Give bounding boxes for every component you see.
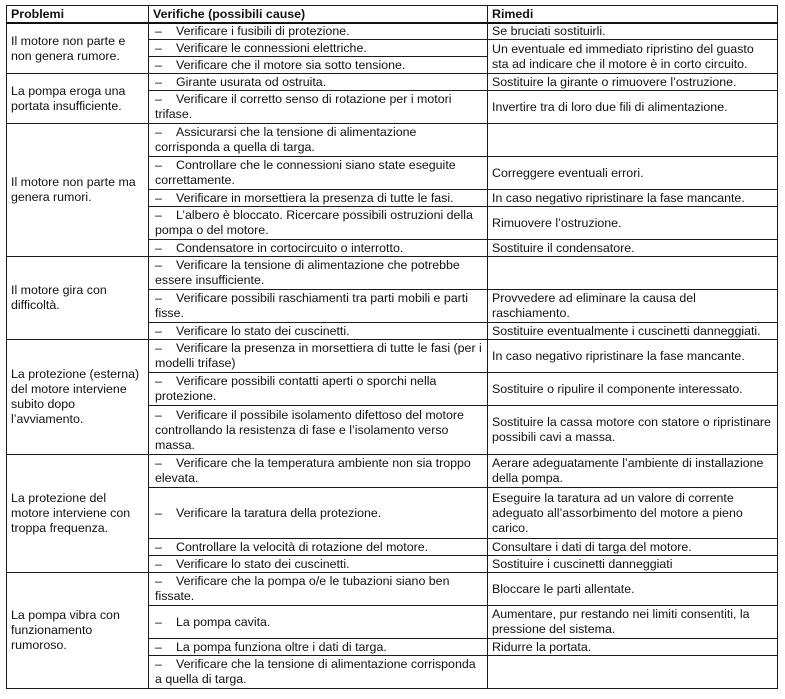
check-cell bbox=[149, 639, 488, 656]
check-text: Condensatore in cortocircuito o interrotto. bbox=[176, 240, 404, 255]
table-row bbox=[7, 455, 778, 488]
check-text: La pompa cavita. bbox=[176, 614, 271, 629]
check-text: Verificare che la pompa o/e le tubazioni siano ben fissate. bbox=[155, 574, 450, 603]
dash-marker: – bbox=[155, 158, 162, 172]
check-text: Verificare che la temperatura ambiente non sia troppo elevata. bbox=[155, 456, 471, 485]
check-cell bbox=[149, 290, 488, 323]
check-cell bbox=[149, 74, 488, 91]
check-cell bbox=[149, 573, 488, 606]
problem-cell: Il motore non parte ma genera rumori. bbox=[7, 124, 149, 257]
dash-marker: – bbox=[155, 92, 162, 106]
dash-marker: – bbox=[155, 291, 162, 305]
check-text: L’albero è bloccato. Ricercare possibili ostruzioni della pompa o del motore. bbox=[155, 208, 473, 237]
remedy-cell: Bloccare le parti allentate. bbox=[488, 573, 778, 606]
check-text: Verificare lo stato dei cuscinetti. bbox=[176, 556, 350, 571]
check-cell bbox=[149, 455, 488, 488]
problem-cell: La pompa vibra con funzionamento rumoroso. bbox=[7, 573, 149, 689]
header-problemi: Problemi bbox=[7, 6, 149, 24]
remedy-cell: Sostituire la cassa motore con statore o ripristinare possibili cavi a massa. bbox=[488, 406, 778, 455]
check-text: Verificare il corretto senso di rotazione per i motori trifase. bbox=[155, 92, 452, 121]
dash-marker: – bbox=[155, 639, 162, 654]
check-cell bbox=[149, 539, 488, 556]
table-row bbox=[7, 257, 778, 290]
remedy-cell: Sostituire i cuscinetti danneggiati bbox=[488, 556, 778, 573]
check-cell bbox=[149, 124, 488, 157]
remedy-cell: Eseguire la taratura ad un valore di corrente adeguato all’assorbimento del motore a pieno carico. bbox=[488, 488, 778, 539]
table-body bbox=[7, 23, 778, 689]
dash-marker: – bbox=[155, 24, 162, 38]
check-text: La pompa funziona oltre i dati di targa. bbox=[176, 639, 387, 654]
check-text: Verificare che la tensione di alimentazione corrisponda a quella di targa. bbox=[155, 657, 476, 686]
remedy-cell: Aumentare, pur restando nei limiti consentiti, la pressione del sistema. bbox=[488, 606, 778, 639]
check-cell bbox=[149, 157, 488, 190]
remedy-cell bbox=[488, 124, 778, 157]
table-row bbox=[7, 124, 778, 157]
check-cell bbox=[149, 257, 488, 290]
problem-cell: Il motore gira con difficoltà. bbox=[7, 257, 149, 340]
check-text: Verificare il possibile isolamento difettoso del motore controllando la resistenza di fase e l’isolamento verso massa. bbox=[155, 407, 464, 452]
check-cell bbox=[149, 606, 488, 639]
check-cell bbox=[149, 40, 488, 57]
dash-marker: – bbox=[155, 407, 162, 422]
check-text: Verificare i fusibili di protezione. bbox=[176, 24, 350, 38]
dash-marker: – bbox=[155, 456, 162, 470]
check-cell bbox=[149, 323, 488, 340]
dash-marker: – bbox=[155, 74, 162, 89]
check-cell bbox=[149, 406, 488, 455]
check-cell bbox=[149, 488, 488, 539]
remedy-cell: Rimuovere l’ostruzione. bbox=[488, 207, 778, 240]
check-cell bbox=[149, 556, 488, 573]
remedy-cell: Correggere eventuali errori. bbox=[488, 157, 778, 190]
check-text: Verificare possibili raschiamenti tra parti mobili e parti fisse. bbox=[155, 291, 468, 320]
remedy-cell: Aerare adeguatamente l’ambiente di installazione della pompa. bbox=[488, 455, 778, 488]
check-text: Verificare che il motore sia sotto tensione. bbox=[176, 57, 406, 72]
dash-marker: – bbox=[155, 614, 162, 629]
remedy-cell: Provvedere ad eliminare la causa del raschiamento. bbox=[488, 290, 778, 323]
dash-marker: – bbox=[155, 574, 162, 588]
dash-marker: – bbox=[155, 40, 162, 55]
dash-marker: – bbox=[155, 190, 162, 205]
check-cell bbox=[149, 91, 488, 124]
table-header bbox=[7, 6, 778, 24]
dash-marker: – bbox=[155, 539, 162, 554]
troubleshooting-table-container bbox=[6, 5, 777, 689]
dash-marker: – bbox=[155, 556, 162, 571]
dash-marker: – bbox=[155, 208, 162, 222]
header-row bbox=[7, 6, 778, 24]
troubleshooting-table bbox=[6, 5, 778, 689]
remedy-cell: Invertire tra di loro due fili di alimentazione. bbox=[488, 91, 778, 124]
problem-cell: Il motore non parte e non genera rumore. bbox=[7, 23, 149, 74]
dash-marker: – bbox=[155, 374, 162, 388]
dash-marker: – bbox=[155, 657, 162, 671]
check-cell bbox=[149, 656, 488, 689]
table-row bbox=[7, 74, 778, 91]
check-text: Verificare lo stato dei cuscinetti. bbox=[176, 323, 350, 338]
problem-cell: La pompa eroga una portata insufficiente. bbox=[7, 74, 149, 124]
dash-marker: – bbox=[155, 240, 162, 255]
dash-marker: – bbox=[155, 57, 162, 72]
remedy-cell: Sostituire il condensatore. bbox=[488, 240, 778, 257]
check-text: Girante usurata od ostruita. bbox=[176, 74, 327, 89]
check-text: Verificare la taratura della protezione. bbox=[176, 505, 382, 520]
remedy-cell: Sostituire o ripulire il componente interessato. bbox=[488, 373, 778, 406]
dash-marker: – bbox=[155, 125, 162, 139]
problem-cell: La protezione (esterna) del motore interviene subito dopo l’avviamento. bbox=[7, 340, 149, 455]
check-text: Verificare le connessioni elettriche. bbox=[176, 40, 367, 55]
problem-cell: La protezione del motore interviene con troppa frequenza. bbox=[7, 455, 149, 573]
dash-marker: – bbox=[155, 323, 162, 338]
header-verifiche: Verifiche (possibili cause) bbox=[149, 6, 488, 24]
check-text: Controllare la velocità di rotazione del motore. bbox=[176, 539, 429, 554]
check-text: Verificare la tensione di alimentazione che potrebbe essere insufficiente. bbox=[155, 258, 460, 287]
check-text: Verificare in morsettiera la presenza di tutte le fasi. bbox=[176, 190, 454, 205]
check-cell bbox=[149, 373, 488, 406]
check-text: Verificare possibili contatti aperti o sporchi nella protezione. bbox=[155, 374, 437, 403]
dash-marker: – bbox=[155, 341, 162, 355]
check-cell bbox=[149, 57, 488, 74]
table-row bbox=[7, 573, 778, 606]
remedy-cell: Ridurre la portata. bbox=[488, 639, 778, 656]
dash-marker: – bbox=[155, 258, 162, 272]
check-cell bbox=[149, 240, 488, 257]
check-text: Verificare la presenza in morsettiera di tutte le fasi (per i modelli trifase) bbox=[155, 341, 482, 370]
remedy-cell: Se bruciati sostituirli. bbox=[488, 23, 778, 40]
check-text: Controllare che le connessioni siano state eseguite correttamente. bbox=[155, 158, 456, 187]
remedy-cell: Un eventuale ed immediato ripristino del guasto sta ad indicare che il motore è in corto circuito. bbox=[488, 40, 778, 74]
header-rimedi: Rimedi bbox=[488, 6, 778, 24]
remedy-cell: Consultare i dati di targa del motore. bbox=[488, 539, 778, 556]
remedy-cell: In caso negativo ripristinare la fase mancante. bbox=[488, 340, 778, 373]
check-text: Assicurarsi che la tensione di alimentazione corrisponda a quella di targa. bbox=[155, 125, 417, 154]
remedy-cell: In caso negativo ripristinare la fase mancante. bbox=[488, 190, 778, 207]
table-row bbox=[7, 340, 778, 373]
table-row bbox=[7, 23, 778, 40]
check-cell bbox=[149, 190, 488, 207]
check-cell bbox=[149, 23, 488, 40]
remedy-cell bbox=[488, 257, 778, 290]
remedy-cell: Sostituire eventualmente i cuscinetti danneggiati. bbox=[488, 323, 778, 340]
remedy-cell: Sostituire la girante o rimuovere l’ostruzione. bbox=[488, 74, 778, 91]
check-cell bbox=[149, 340, 488, 373]
check-cell bbox=[149, 207, 488, 240]
dash-marker: – bbox=[155, 505, 162, 520]
remedy-cell bbox=[488, 656, 778, 689]
